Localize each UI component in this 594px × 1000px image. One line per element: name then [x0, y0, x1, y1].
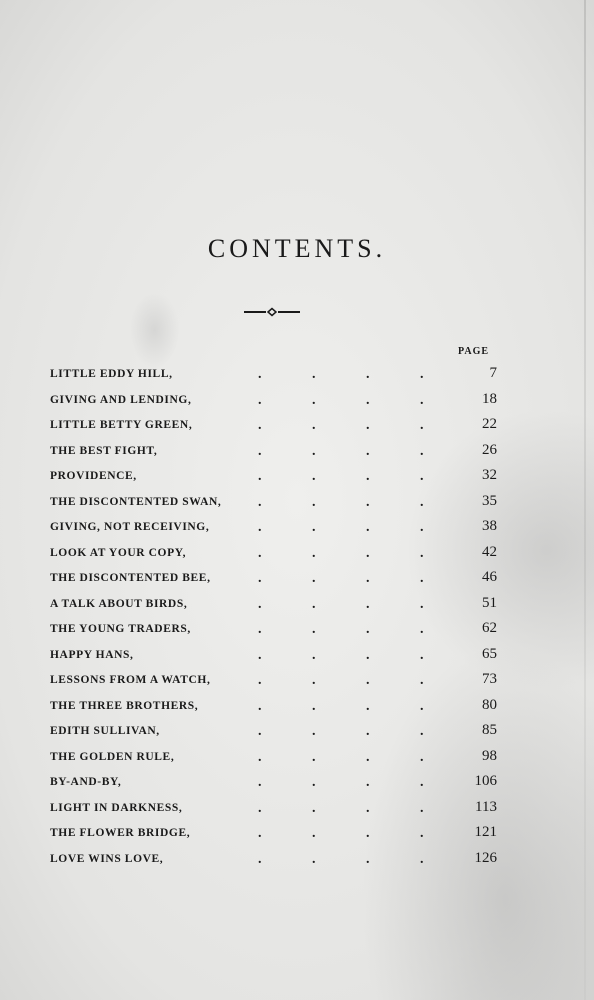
- toc-entry: [50, 439, 500, 465]
- leader-dot: .: [366, 647, 371, 663]
- leader-dot: .: [258, 392, 263, 408]
- toc-entry: [50, 694, 500, 720]
- leader-dot: .: [312, 571, 317, 586]
- leader-dot: .: [312, 724, 317, 739]
- toc-entry: [50, 592, 500, 618]
- toc-entry-title: LESSONS FROM A WATCH,: [50, 674, 211, 686]
- toc-entry-page: 18: [482, 390, 497, 407]
- table-of-contents: [50, 362, 500, 872]
- leader-dot: .: [312, 469, 317, 484]
- toc-entry-page: 42: [482, 543, 497, 560]
- toc-entry-page: 113: [475, 798, 497, 815]
- leader-dot: .: [258, 698, 263, 714]
- toc-entry: [50, 541, 500, 567]
- leader-dot: .: [312, 851, 317, 867]
- leader-dot: .: [366, 494, 371, 510]
- toc-entry: [50, 745, 500, 771]
- leader-dot: .: [420, 545, 425, 561]
- leader-dot: .: [420, 494, 425, 510]
- leader-dot: .: [258, 545, 263, 561]
- toc-entry: [50, 668, 500, 694]
- toc-entry: [50, 617, 500, 643]
- leader-dot: .: [420, 596, 425, 612]
- leader-dot: .: [366, 724, 371, 739]
- leader-dot: .: [258, 749, 263, 765]
- toc-entry-page: 65: [482, 645, 497, 662]
- toc-entry: [50, 413, 500, 439]
- leader-dot: .: [366, 698, 371, 714]
- leader-dot: .: [312, 826, 317, 841]
- toc-entry-title: THE DISCONTENTED SWAN,: [50, 495, 222, 508]
- leader-dot: .: [258, 469, 263, 484]
- toc-entry-page: 51: [482, 594, 497, 611]
- leader-dot: .: [258, 775, 263, 790]
- leader-dot: .: [420, 392, 425, 408]
- toc-entry-page: 106: [474, 773, 497, 789]
- leader-dot: .: [312, 749, 317, 765]
- leader-dot: .: [312, 647, 317, 663]
- leader-dot: .: [258, 443, 263, 459]
- leader-dot: .: [312, 596, 317, 612]
- leader-dot: .: [312, 698, 317, 714]
- leader-dot: .: [366, 520, 371, 535]
- leader-dot: .: [312, 775, 317, 790]
- leader-dot: .: [258, 647, 263, 663]
- ornament-divider-icon: [244, 305, 300, 319]
- leader-dot: .: [312, 545, 317, 561]
- leader-dot: .: [312, 494, 317, 510]
- toc-entry-title: LOVE WINS LOVE,: [50, 852, 164, 865]
- toc-entry-title: LITTLE BETTY GREEN,: [50, 419, 193, 431]
- toc-entry-page: 73: [482, 671, 497, 687]
- toc-entry: [50, 490, 500, 516]
- leader-dot: .: [258, 367, 263, 382]
- toc-entry: [50, 821, 500, 847]
- toc-entry-title: LOOK AT YOUR COPY,: [50, 546, 187, 559]
- page-edge-shadow: [584, 0, 586, 1000]
- leader-dot: .: [420, 520, 425, 535]
- toc-entry: [50, 388, 500, 414]
- toc-entry-title: GIVING AND LENDING,: [50, 393, 192, 406]
- leader-dot: .: [420, 749, 425, 765]
- leader-dot: .: [258, 494, 263, 510]
- toc-entry-page: 98: [482, 747, 497, 764]
- leader-dot: .: [312, 520, 317, 535]
- toc-entry-title: BY-AND-BY,: [50, 776, 122, 788]
- toc-entry: [50, 515, 500, 541]
- toc-entry: [50, 643, 500, 669]
- toc-entry-title: THE YOUNG TRADERS,: [50, 623, 191, 635]
- leader-dot: .: [366, 826, 371, 841]
- leader-dot: .: [312, 418, 317, 433]
- leader-dot: .: [420, 622, 425, 637]
- toc-entry: [50, 362, 500, 388]
- toc-entry-page: 32: [482, 467, 497, 483]
- toc-entry-page: 38: [482, 518, 497, 534]
- toc-entry-title: THE GOLDEN RULE,: [50, 750, 175, 763]
- toc-entry-page: 62: [482, 620, 497, 636]
- leader-dot: .: [420, 469, 425, 484]
- toc-entry: [50, 719, 500, 745]
- leader-dot: .: [366, 622, 371, 637]
- toc-entry: [50, 770, 500, 796]
- toc-entry-page: 26: [482, 441, 497, 458]
- toc-entry-title: GIVING, NOT RECEIVING,: [50, 521, 210, 533]
- leader-dot: .: [420, 571, 425, 586]
- toc-entry-title: THE FLOWER BRIDGE,: [50, 827, 191, 839]
- toc-entry-title: HAPPY HANS,: [50, 648, 134, 661]
- leader-dot: .: [420, 367, 425, 382]
- leader-dot: .: [312, 392, 317, 408]
- leader-dot: .: [258, 418, 263, 433]
- toc-entry-title: PROVIDENCE,: [50, 470, 137, 482]
- toc-entry-page: 126: [474, 849, 497, 866]
- toc-entry-page: 121: [474, 824, 497, 840]
- leader-dot: .: [420, 698, 425, 714]
- leader-dot: .: [366, 392, 371, 408]
- toc-entry-page: 35: [482, 492, 497, 509]
- toc-entry-page: 80: [482, 696, 497, 713]
- leader-dot: .: [366, 545, 371, 561]
- leader-dot: .: [366, 367, 371, 382]
- leader-dot: .: [258, 622, 263, 637]
- toc-entry-title: EDITH SULLIVAN,: [50, 725, 160, 737]
- leader-dot: .: [312, 622, 317, 637]
- leader-dot: .: [258, 851, 263, 867]
- page-column-label: PAGE: [458, 346, 490, 357]
- leader-dot: .: [366, 749, 371, 765]
- toc-entry-title: LIGHT IN DARKNESS,: [50, 801, 183, 814]
- leader-dot: .: [420, 851, 425, 867]
- leader-dot: .: [366, 469, 371, 484]
- toc-entry-page: 46: [482, 569, 497, 585]
- leader-dot: .: [420, 647, 425, 663]
- toc-entry: [50, 796, 500, 822]
- toc-entry-title: A TALK ABOUT BIRDS,: [50, 597, 188, 610]
- toc-entry-page: 22: [482, 416, 497, 432]
- leader-dot: .: [420, 826, 425, 841]
- leader-dot: .: [258, 596, 263, 612]
- leader-dot: .: [420, 443, 425, 459]
- leader-dot: .: [420, 800, 425, 816]
- leader-dot: .: [258, 571, 263, 586]
- leader-dot: .: [258, 800, 263, 816]
- leader-dot: .: [258, 520, 263, 535]
- leader-dot: .: [312, 367, 317, 382]
- leader-dot: .: [258, 826, 263, 841]
- toc-entry: [50, 464, 500, 490]
- leader-dot: .: [258, 724, 263, 739]
- leader-dot: .: [312, 673, 317, 688]
- contents-heading: CONTENTS.: [207, 234, 387, 263]
- leader-dot: .: [366, 571, 371, 586]
- leader-dot: .: [366, 851, 371, 867]
- toc-entry-title: LITTLE EDDY HILL,: [50, 368, 173, 380]
- toc-entry-page: 85: [482, 722, 497, 738]
- toc-entry-title: THE BEST FIGHT,: [50, 444, 158, 457]
- leader-dot: .: [366, 443, 371, 459]
- leader-dot: .: [420, 724, 425, 739]
- leader-dot: .: [366, 775, 371, 790]
- toc-entry-title: THE DISCONTENTED BEE,: [50, 572, 211, 584]
- toc-entry-page: 7: [489, 365, 497, 381]
- leader-dot: .: [366, 596, 371, 612]
- leader-dot: .: [366, 418, 371, 433]
- leader-dot: .: [312, 800, 317, 816]
- toc-entry-title: THE THREE BROTHERS,: [50, 699, 199, 712]
- toc-entry: [50, 566, 500, 592]
- leader-dot: .: [420, 673, 425, 688]
- leader-dot: .: [258, 673, 263, 688]
- leader-dot: .: [312, 443, 317, 459]
- leader-dot: .: [420, 418, 425, 433]
- toc-entry: [50, 847, 500, 873]
- leader-dot: .: [366, 673, 371, 688]
- leader-dot: .: [420, 775, 425, 790]
- leader-dot: .: [366, 800, 371, 816]
